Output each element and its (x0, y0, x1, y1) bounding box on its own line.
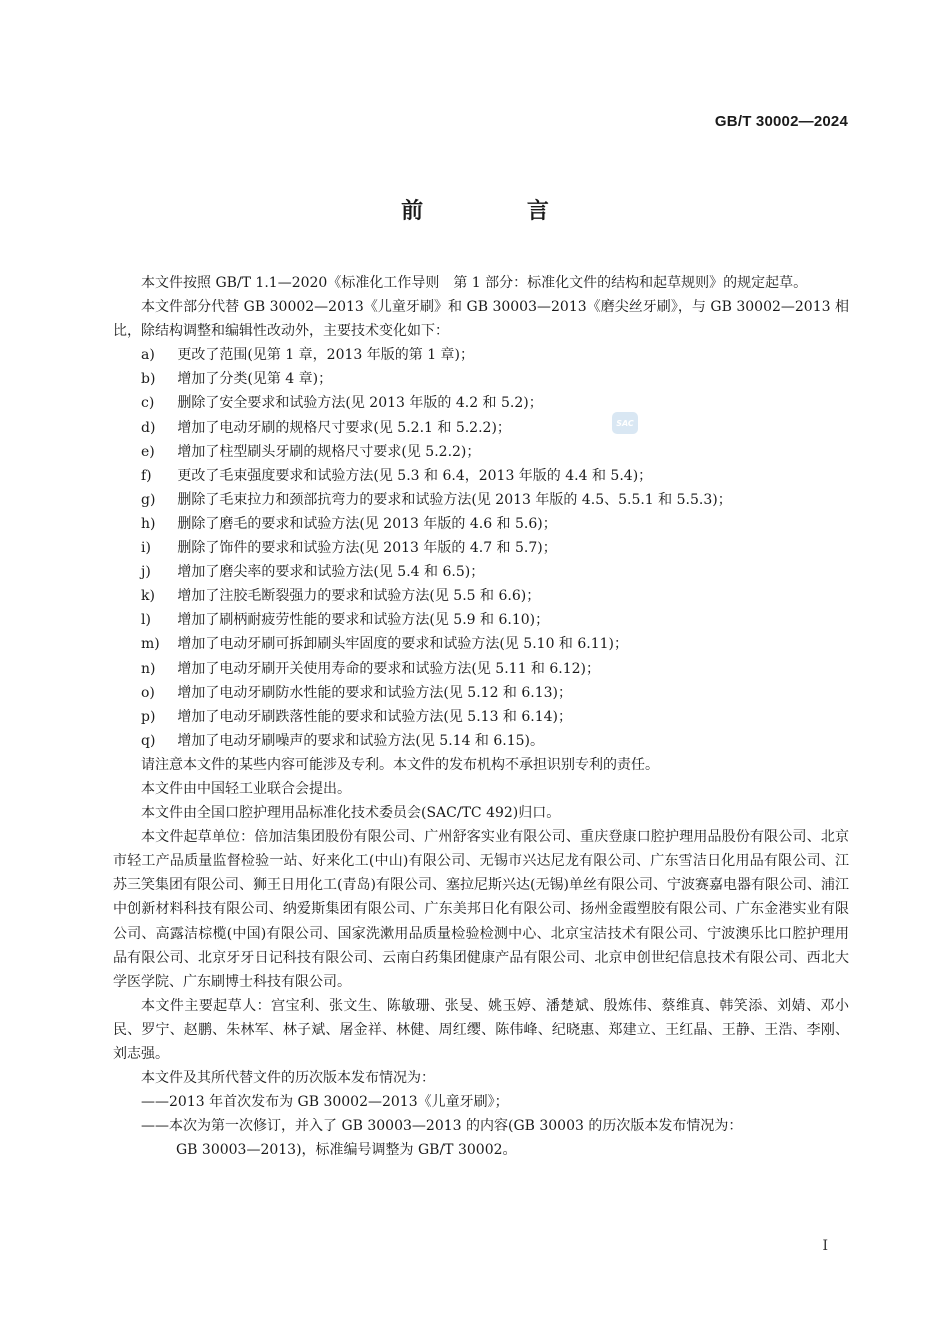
list-item (113, 488, 849, 512)
list-text: 增加了注胶毛断裂强力的要求和试验方法(见 5.5 和 6.6)； (177, 588, 541, 605)
list-marker: j) (141, 564, 151, 581)
drafting-units-paragraph: 本文件起草单位：倍加洁集团股份有限公司、广州舒客实业有限公司、重庆登康口腔护理用品股份有限公司、北京市轻工产品质量监督检验一站、好来化工(中山)有限公司、无锡市兴达尼龙有限公司、广东雪洁日化用品有限公司、江苏三笑集团有限公司、狮王日用化工(青岛)有限公司、塞拉尼斯兴达(无锡)单丝有限公司、宁波赛嘉电器有限公司、浦江中创新材料科技有限公司、纳爱斯集团有限公司、广东美邦日化有限公司、扬州金霞塑胶有限公司、广东金港实业有限公司、高露洁棕榄(中国)有限公司、国家洗漱用品质量检验检测中心、北京宝洁技术有限公司、宁波澳乐比口腔护理用品有限公司、北京牙牙日记科技有限公司、云南白药集团健康产品有限公司、北京申创世纪信息技术有限公司、西北大学医学院、广东刷博士科技有限公司。 (113, 829, 849, 990)
list-item (113, 367, 849, 391)
list-item (113, 681, 849, 705)
list-text: 删除了毛束拉力和颈部抗弯力的要求和试验方法(见 2013 年版的 4.5、5.5.1 和 5.5.3)； (177, 491, 732, 508)
proposer-paragraph: 本文件由中国轻工业联合会提出。 (141, 780, 351, 797)
history-intro-paragraph: 本文件及其所代替文件的历次版本发布情况为： (141, 1070, 435, 1087)
list-text: 增加了分类(见第 4 章)； (177, 371, 333, 388)
list-text: 更改了毛束强度要求和试验方法(见 5.3 和 6.4，2013 年版的 4.4 和 5.4)； (177, 467, 653, 484)
list-text: 增加了电动牙刷可拆卸刷头牢固度的要求和试验方法(见 5.10 和 6.11)； (177, 636, 629, 653)
list-marker: f) (141, 467, 152, 484)
history-item (113, 1090, 849, 1114)
list-text: 增加了柱型刷头牙刷的规格尺寸要求(见 5.2.2)； (177, 443, 481, 460)
changes-list (113, 343, 849, 753)
list-marker: b) (141, 371, 156, 388)
list-marker: h) (141, 515, 156, 532)
page-number: Ⅰ (822, 1238, 828, 1254)
list-item (113, 440, 849, 464)
standard-number: GB/T 30002—2024 (714, 113, 848, 130)
list-text: 增加了刷柄耐疲劳性能的要求和试验方法(见 5.9 和 6.10)； (177, 612, 550, 629)
sac-watermark-icon: SAC (612, 412, 638, 434)
list-item (113, 657, 849, 681)
list-marker: p) (141, 708, 156, 725)
patent-notice: 请注意本文件的某些内容可能涉及专利。本文件的发布机构不承担识别专利的责任。 (141, 756, 659, 773)
list-item (113, 632, 849, 656)
list-text: 增加了电动牙刷防水性能的要求和试验方法(见 5.12 和 6.13)； (177, 684, 573, 701)
list-item (113, 729, 849, 753)
list-marker: o) (141, 684, 155, 701)
list-item (113, 705, 849, 729)
list-marker: a) (141, 347, 155, 364)
committee-paragraph: 本文件由全国口腔护理用品标准化技术委员会(SAC/TC 492)归口。 (141, 805, 561, 822)
drafters-paragraph: 本文件主要起草人：宫宝利、张文生、陈敏珊、张旻、姚玉婷、潘楚斌、殷炼伟、蔡维真、韩笑添、刘婧、邓小民、罗宁、赵鹏、朱林军、林子斌、屠金祥、林健、周红缨、陈伟峰、纪晓惠、郑建立、王红晶、王静、王浩、李刚、刘志强。 (113, 997, 849, 1062)
list-item (113, 416, 849, 440)
list-text: 增加了电动牙刷开关使用寿命的要求和试验方法(见 5.11 和 6.12)； (177, 660, 601, 677)
page-title: 前 言 (401, 199, 597, 224)
list-text: 删除了安全要求和试验方法(见 2013 年版的 4.2 和 5.2)； (177, 395, 543, 412)
list-item (113, 584, 849, 608)
list-text: 删除了磨毛的要求和试验方法(见 2013 年版的 4.6 和 5.6)； (177, 515, 557, 532)
foreword-body (113, 271, 849, 1162)
list-text: 增加了电动牙刷跌落性能的要求和试验方法(见 5.13 和 6.14)； (177, 708, 573, 725)
list-item (113, 343, 849, 367)
history-text: ——2013 年首次发布为 GB 30002—2013《儿童牙刷》； (141, 1094, 509, 1111)
intro-paragraph: 本文件部分代替 GB 30002—2013《儿童牙刷》和 GB 30003—2013《磨尖丝牙刷》，与 GB 30002—2013 相比，除结构调整和编辑性改动外，主要技术变化如下： (113, 299, 849, 340)
list-item (113, 560, 849, 584)
list-marker: n) (141, 660, 156, 677)
list-marker: d) (141, 419, 156, 436)
list-item (113, 608, 849, 632)
list-marker: g) (141, 491, 156, 508)
history-item (113, 1114, 849, 1162)
list-item (113, 512, 849, 536)
list-marker: q) (141, 732, 156, 749)
intro-paragraph: 本文件按照 GB/T 1.1—2020《标准化工作导则 第 1 部分：标准化文件的结构和起草规则》的规定起草。 (141, 275, 808, 291)
history-text: ——本次为第一次修订，并入了 GB 30003—2013 的内容(GB 30003 的历次版本发布情况为： (141, 1118, 743, 1135)
list-text: 删除了饰件的要求和试验方法(见 2013 年版的 4.7 和 5.7)； (177, 540, 557, 557)
list-item (113, 464, 849, 488)
list-marker: e) (141, 443, 155, 460)
list-item (113, 536, 849, 560)
list-item (113, 391, 849, 415)
list-text: 更改了范围(见第 1 章，2013 年版的第 1 章)； (177, 347, 475, 364)
list-text: 增加了电动牙刷的规格尺寸要求(见 5.2.1 和 5.2.2)； (177, 419, 511, 436)
list-marker: m) (141, 636, 160, 653)
list-marker: c) (141, 395, 155, 412)
list-marker: k) (141, 588, 155, 605)
list-text: 增加了电动牙刷噪声的要求和试验方法(见 5.14 和 6.15)。 (177, 732, 545, 749)
history-continuation: GB 30003—2013)，标准编号调整为 GB/T 30002。 (176, 1142, 517, 1159)
list-text: 增加了磨尖率的要求和试验方法(见 5.4 和 6.5)； (177, 564, 485, 581)
list-marker: l) (141, 612, 151, 629)
list-marker: i) (141, 540, 151, 557)
